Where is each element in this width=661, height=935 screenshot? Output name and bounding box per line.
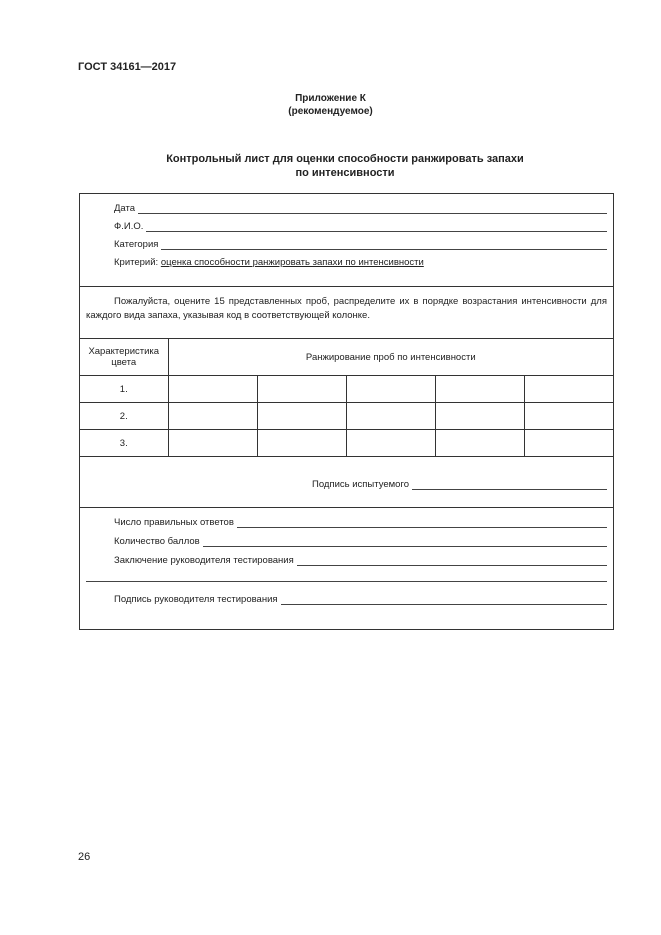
row-number: 3. [80, 430, 168, 457]
ranking-cell[interactable] [168, 376, 257, 403]
ranking-cell[interactable] [346, 430, 435, 457]
ranking-cell[interactable] [168, 430, 257, 457]
ranking-cell[interactable] [435, 376, 524, 403]
name-line[interactable] [146, 222, 607, 232]
row-number: 1. [80, 376, 168, 403]
ranking-cell[interactable] [524, 430, 613, 457]
form-title [150, 152, 540, 180]
row-number: 2. [80, 403, 168, 430]
conclusion-line[interactable] [297, 556, 607, 566]
date-label: Дата [114, 203, 136, 214]
score-field[interactable] [114, 535, 607, 547]
ranking-cell[interactable] [435, 430, 524, 457]
form-title-line2: по интенсивности [295, 167, 395, 179]
form-title-line1: Контрольный лист для оценки способности ранжировать запахи [166, 153, 524, 165]
ranking-cell[interactable] [168, 403, 257, 430]
score-line[interactable] [203, 537, 607, 547]
conclusion-field[interactable] [114, 554, 607, 566]
color-characteristic-header: Характеристика цвета [80, 339, 168, 376]
ranking-cell[interactable] [257, 430, 346, 457]
checklist-form [79, 193, 614, 630]
page-number: 26 [78, 851, 91, 863]
standard-number: ГОСТ 34161—2017 [78, 61, 177, 73]
name-field[interactable] [114, 220, 607, 232]
score-label: Количество баллов [114, 536, 200, 547]
ranking-header: Ранжирование проб по интенсивности [168, 339, 613, 376]
divider [80, 507, 613, 508]
appendix-title: Приложение К [295, 93, 366, 104]
category-line[interactable] [161, 240, 607, 250]
conclusion-continuation-line[interactable] [86, 581, 607, 582]
criterion-label: Критерий: [114, 257, 159, 268]
correct-answers-field[interactable] [114, 516, 607, 528]
name-label: Ф.И.О. [114, 221, 144, 232]
supervisor-signature-line[interactable] [281, 595, 607, 605]
supervisor-signature-label: Подпись руководителя тестирования [114, 594, 278, 605]
appendix-status: (рекомендуемое) [288, 106, 373, 117]
date-line[interactable] [138, 204, 607, 214]
correct-answers-line[interactable] [237, 518, 607, 528]
correct-answers-label: Число правильных ответов [114, 517, 234, 528]
table-header-row [80, 339, 613, 376]
date-field[interactable] [114, 202, 607, 214]
ranking-cell[interactable] [346, 376, 435, 403]
subject-signature-field[interactable] [312, 478, 607, 490]
appendix-heading [0, 92, 661, 118]
category-label: Категория [114, 239, 159, 250]
table-row [80, 430, 613, 457]
table-row [80, 376, 613, 403]
conclusion-label: Заключение руководителя тестирования [114, 555, 294, 566]
category-field[interactable] [114, 238, 607, 250]
criterion-value: оценка способности ранжировать запахи по интенсивности [160, 257, 424, 268]
ranking-cell[interactable] [435, 403, 524, 430]
ranking-cell[interactable] [346, 403, 435, 430]
subject-signature-label: Подпись испытуемого [312, 479, 410, 490]
instruction-text: Пожалуйста, оцените 15 представленных проб, распределите их в порядке возрастания интенсивности для каждого вида запаха, указывая код в соответствующей колонке. [86, 296, 607, 321]
ranking-cell[interactable] [524, 376, 613, 403]
divider [80, 286, 613, 287]
table-row [80, 403, 613, 430]
supervisor-signature-field[interactable] [114, 593, 607, 605]
subject-signature-line[interactable] [412, 480, 607, 490]
ranking-cell[interactable] [257, 403, 346, 430]
criterion [114, 257, 424, 268]
ranking-table [80, 338, 613, 457]
ranking-cell[interactable] [524, 403, 613, 430]
ranking-cell[interactable] [257, 376, 346, 403]
